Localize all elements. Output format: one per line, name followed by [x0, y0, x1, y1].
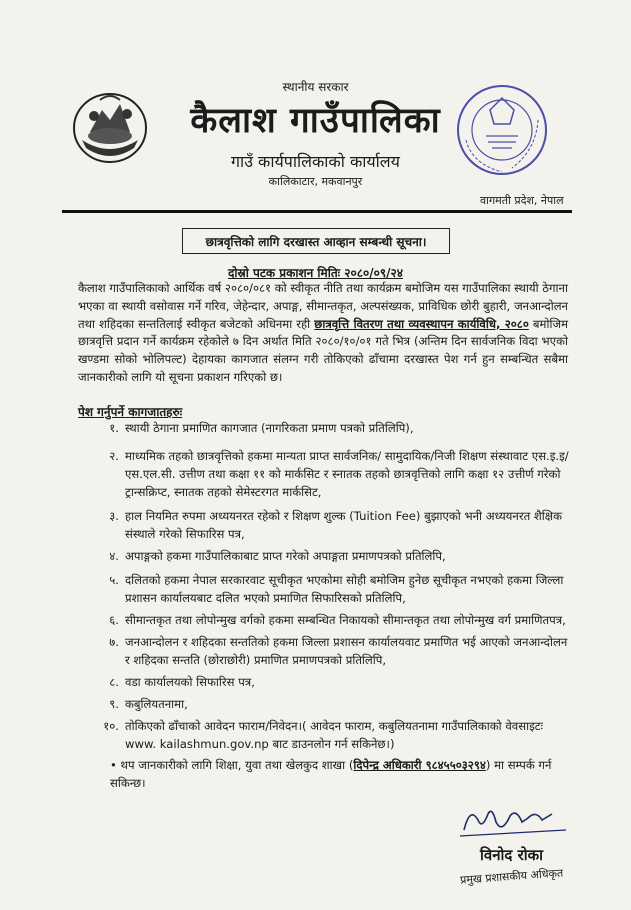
list-item-number: ५.: [109, 573, 119, 587]
signatory-name: विनोद रोका: [480, 846, 544, 864]
list-item-number: २.: [109, 449, 119, 463]
office-address: कालिकाटार, मकवानपुर: [268, 175, 363, 188]
list-item: [109, 572, 570, 608]
list-item-number: ८.: [109, 675, 119, 689]
list-item-number: ९.: [109, 697, 119, 711]
list-item: [103, 718, 570, 754]
list-item-text: अपाङ्गको हकमा गाउँपालिकाबाट प्राप्त गरेको अपाङ्गता प्रमाणपत्रको प्रतिलिपि,: [125, 549, 446, 563]
list-item: [109, 448, 570, 501]
header-divider: [62, 210, 572, 213]
province-label: वागमती प्रदेश, नेपाल: [480, 194, 564, 207]
list-item-number: ७.: [109, 635, 119, 649]
signature-icon: [456, 800, 576, 840]
notice-paragraph-part1: कैलाश गाउँपालिकाको आर्थिक वर्ष २०८०/०८१ को स्वीकृत नीति तथा कार्यक्रम बमोजिम यस गाउँपालिका स्थायी ठेगाना भएका वा स्थायी वसोवास गर्ने गरिव, जेहेन्दार, अपाङ्ग, सीमान्तकृत, अल्पसंख्यक, प्राविधिक छोरी बुहारी, जनआन्दोलन तथा शहिदका सन्ततिलाई स्वीकृत बजेटको अधिनमा रही: [78, 281, 568, 331]
list-item-number: ३.: [109, 509, 119, 523]
list-item-number: १.: [109, 421, 119, 435]
publish-date: दोस्रो पटक प्रकाशन मितिः २०८०/०९/२४: [228, 266, 403, 280]
list-item-text: जनआन्दोलन र शहिदका सन्ततिको हकमा जिल्ला प्रशासन कार्यालयवाट प्रमाणित भई आएको जनआन्दोलन र शहिदका सन्तति (छोराछोरी) प्रमाणित प्रमाणपत्रको प्रतिलिपि,: [125, 635, 568, 667]
municipality-title: कैलाश गाउँपालिका: [190, 101, 441, 141]
list-item-text: हाल नियमित रुपमा अध्ययनरत रहेको र शिक्षण शुल्क (Tuition Fee) बुझाएको भनी अध्ययनरत शैक्षिक संस्थाले गरेको सिफारिस पत्र,: [125, 509, 562, 541]
list-item: [109, 548, 570, 566]
contact-note-part2: ) मा सम्पर्क गर्न सकिन्छ।: [110, 758, 552, 790]
contact-note: [110, 757, 570, 793]
contact-note-part1: थप जानकारीको लागि शिक्षा, युवा तथा खेलकुद शाखा (: [120, 758, 354, 772]
list-item-text: स्थायी ठेगाना प्रमाणित कागजात (नागरिकता प्रमाण पत्रको प्रतिलिपि),: [125, 421, 414, 435]
list-item: [109, 696, 570, 714]
header-top-line: स्थानीय सरकार: [282, 80, 349, 94]
signatory-title: प्रमुख प्रशासकीय अधिकृत: [459, 866, 564, 887]
bullet-dot: •: [110, 758, 121, 772]
list-item-text: वडा कार्यालयको सिफारिस पत्र,: [125, 675, 255, 689]
list-item-number: ४.: [109, 549, 119, 563]
list-item: [109, 612, 570, 630]
list-item-text: माध्यमिक तहको छात्रवृत्तिको हकमा मान्यता प्राप्त सार्वजनिक/ सामुदायिक/निजी शिक्षण संस्थावाट एस.इ.इ/एस.एल.सी. उत्तीण तथा कक्षा ११ को मार्कसिट र स्नातक तहको छात्रवृत्तिको लागि कक्षा १२ उत्तीर्ण गरेको ट्रान्सक्रिप्ट, स्नातक तहको सेमेस्टरगत मार्कसिट,: [125, 449, 569, 499]
list-item-text: कबुलियतनामा,: [125, 697, 188, 711]
notice-paragraph: [78, 280, 568, 387]
notice-paragraph-part2: बमोजिम छात्रवृत्ति प्रदान गर्ने कार्यक्रम रहेकोले ७ दिन अर्थात मिति २०८०/१०/०१ गते भित्र (अन्तिम दिन सार्वजनिक विदा भएको खण्डमा सोको भोलिपल्ट) देहायका कागजात संलग्न गरी तोकिएको ढाँचामा दरखास्त पेश गर्न हुन सम्बन्धित सबैमा जानकारीको लागि यो सूचना प्रकाशन गरिएको छ।: [78, 316, 568, 384]
notice-heading-text: छात्रवृत्तिको लागि दरखास्त आव्हान सम्बन्धी सूचना।: [205, 234, 427, 249]
list-item-text: सीमान्तकृत तथा लोपोन्मुख वर्गको हकमा सम्बन्धित निकायको सीमान्तकृत तथा लोपोन्मुख वर्ग प्रमाणितपत्र,: [125, 613, 566, 627]
required-documents-title: पेश गर्नुपर्ने कागजातहरुः: [78, 405, 183, 419]
list-item: [109, 508, 570, 544]
list-item: [109, 674, 570, 692]
list-item: [109, 634, 570, 670]
office-subtitle: गाउँ कार्यपालिकाको कार्यालय: [231, 152, 400, 171]
list-item-text: दलितको हकमा नेपाल सरकारवाट सूचीकृत भएकोमा सोही बमोजिम हुनेछ सूचीकृत नभएको हकमा जिल्ला प्रशासन कार्यालयबाट दलित भएको प्रमाणित सिफारिसको प्रतिलिपि,: [125, 573, 564, 605]
list-item-number: ६.: [109, 613, 119, 627]
list-item-text: तोकिएको ढाँचाको आवेदन फाराम/निवेदन।( आवेदन फाराम, कबुलियतनामा गाउँपालिकाको वेवसाइटः www. kailashmun.gov.np बाट डाउनलोन गर्न सकिनेछ।): [125, 719, 543, 751]
contact-person: दिपेन्द्र अधिकारी ९८४५५०३२९४: [353, 758, 486, 772]
scholarship-procedure-name: छात्रवृत्ति वितरण तथा व्यवस्थापन कार्यविधि, २०८०: [314, 316, 529, 331]
notice-heading: [182, 228, 450, 254]
list-item: [109, 420, 570, 438]
list-item-number: १०.: [103, 719, 119, 733]
